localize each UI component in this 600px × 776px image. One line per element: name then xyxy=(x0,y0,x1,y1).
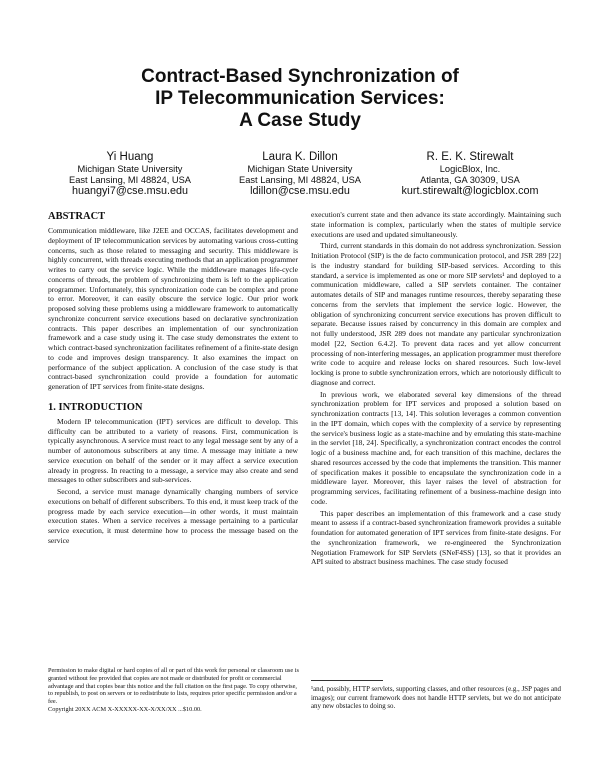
author-affiliation: Michigan State University xyxy=(247,164,353,174)
author-address: Atlanta, GA 30309, USA xyxy=(420,174,520,185)
author-block xyxy=(40,150,560,198)
abstract-text: Communication middleware, like J2EE and OCCAS, facilitates development and deployment of IP telecommunication services by automating various cross-cutting concerns, such as those related to messaging and security. This middleware is highly concurrent, with threads executing methods that an application programmer writes to carry out the service logic. While the middleware manages life-cycle concerns of threads, the problem of synchronizing them is left to the application programmer. Unfortunately, this synchronization code can be complex and prone to error. Moreover, it can easily obscure the service logic. Our prior work proposed solving these problems using a middleware framework to automatically synchronize concurrent service executions based on declarative synchronization contracts. This paper describes an implementation of our synchronization framework and a case study using it. The case study demonstrates the extent to which contract-based synchronization facilitates refinement of a finite-state design to code and improves design transparency. It also examines the impact on performance of the subject application. A conclusion of the case study is that contract-based synchronization could provide a foundation for automatic generation of IPT services from finite-state designs. xyxy=(48,226,298,391)
author-2 xyxy=(210,150,390,198)
author-name: Laura K. Dillon xyxy=(262,151,338,163)
intro-paragraph-1: Modern IP telecommunication (IPT) services are difficult to develop. This difficulty can be attributed to a variety of reasons. First, communication is typically asynchronous. A service must react to any legal message sent by any of a number of autonomous subscribers at any time. A message may initiate a new service execution on behalf of the sender or it may affect a service execution already in progress. In reacting to a message, a service may also create and send messages to other subscribers and sub-services. xyxy=(48,416,298,485)
copyright-line: Copyright 20XX ACM X-XXXXX-XX-X/XX/XX ...$10.00. xyxy=(48,705,202,713)
author-address: East Lansing, MI 48824, USA xyxy=(239,174,361,185)
author-affiliation: Michigan State University xyxy=(77,164,183,174)
right-paragraph-1: execution's current state and then advance its state accordingly. Maintaining such state information is complex, particularly when the states of multiple service executions are used and updated simultaneously. xyxy=(311,210,561,239)
permission-text: Permission to make digital or hard copies of all or part of this work for personal or classroom use is granted without fee provided that copies are not made or distributed for profit or commercial advantage and that copies bear this notice and the full citation on the first page. To copy otherwise, to republish, to post on servers or to redistribute to lists, requires prior specific permission and/or a fee. xyxy=(48,667,299,706)
footnote xyxy=(311,686,561,712)
author-1 xyxy=(40,150,220,198)
author-3 xyxy=(380,150,560,198)
title-line-3: A Case Study xyxy=(239,110,361,131)
author-email: ldillon@cse.msu.edu xyxy=(250,185,350,197)
author-name: Yi Huang xyxy=(106,151,154,163)
author-name: R. E. K. Stirewalt xyxy=(426,151,514,163)
right-paragraph-2: Third, current standards in this domain do not address synchronization. Session Initiation Protocol (SIP) is the de facto communication protocol, and JSR 289 [22] is the industry standard for building SIP-based services. According to this standard, a service is implemented as one or more SIP servlets¹ and deployed to a communication middleware, called a SIP servlets container. The container automates details of SIP and manages runtime resources, thereby separating these concerns from the servlets that implement the service logic. However, the obligation of synchronizing concurrent service executions has proven difficult to separate. Because issues raised by concurrency in this domain are complex and not fully understood, JSR 289 does not mandate any particular synchronization model [22, Section 6.4.2]. To prevent data races and yet allow concurrent processing of non-interfering messages, an application programmer must therefore write code to acquire and release locks on shared resources. Such low-level locking is prone to subtle synchronization errors, which are notoriously difficult to diagnose and correct. xyxy=(311,241,561,387)
right-column xyxy=(311,210,561,569)
author-email: huangyi7@cse.msu.edu xyxy=(72,185,188,197)
right-paragraph-3: In previous work, we elaborated several key dimensions of the thread synchronization problem for IPT services and proposed a solution based on synchronization contracts [13, 14]. This solution leverages a common convention in the IPT domain, which copes with the complexity of a service by representing the service's business logic as a state-machine and by emulating this state-machine in the servlet [18, 24]. Specifically, a synchronization contract encodes the control logic of a business machine and, for each transition of this machine, declares the shared resources accessed by the code that implements the transition. This manner of specification makes it possible to encapsulate the synchronization code in a middleware layer. Moreover, this layer raises the level of abstraction for programming services, facilitating refinement of a business-machine design into code. xyxy=(311,389,561,506)
introduction-heading: 1. INTRODUCTION xyxy=(48,401,143,413)
permission-notice xyxy=(48,667,300,714)
abstract-heading: ABSTRACT xyxy=(48,211,106,222)
author-address: East Lansing, MI 48824, USA xyxy=(69,174,191,185)
right-paragraph-4: This paper describes an implementation of this framework and a case study meant to assess if a contract-based synchronization framework provides a suitable foundation for automated generation of IPT services from finite-state designs. For the synchronization framework, we re-engineered the Synchronization Negotiation Framework for SIP Servlets (SNeF4SS) [13], so that it provides an API suited to abstract business machines. The case study focused xyxy=(311,508,561,567)
intro-paragraph-2: Second, a service must manage dynamically changing numbers of service executions on behalf of different subscribers. To this end, it must keep track of the progress made by each service execution—in other words, it must maintain execution states. When a service receives a message pertaining to a particular service execution, it must determine how to process the message based on the service xyxy=(48,487,298,545)
paper-title xyxy=(60,66,540,132)
footnote-divider xyxy=(311,680,383,681)
title-line-2: IP Telecommunication Services: xyxy=(155,88,445,109)
author-affiliation: LogicBlox, Inc. xyxy=(439,164,501,174)
title-line-1: Contract-Based Synchronization of xyxy=(141,66,459,87)
left-column xyxy=(48,210,298,548)
author-email: kurt.stirewalt@logicblox.com xyxy=(401,185,539,197)
footnote-text: ¹and, possibly, HTTP servlets, supporting classes, and other resources (e.g., JSP pages and images); our current framework does not handle HTTP servlets, but we do not anticipate any new obstacles to doing so. xyxy=(311,686,561,711)
